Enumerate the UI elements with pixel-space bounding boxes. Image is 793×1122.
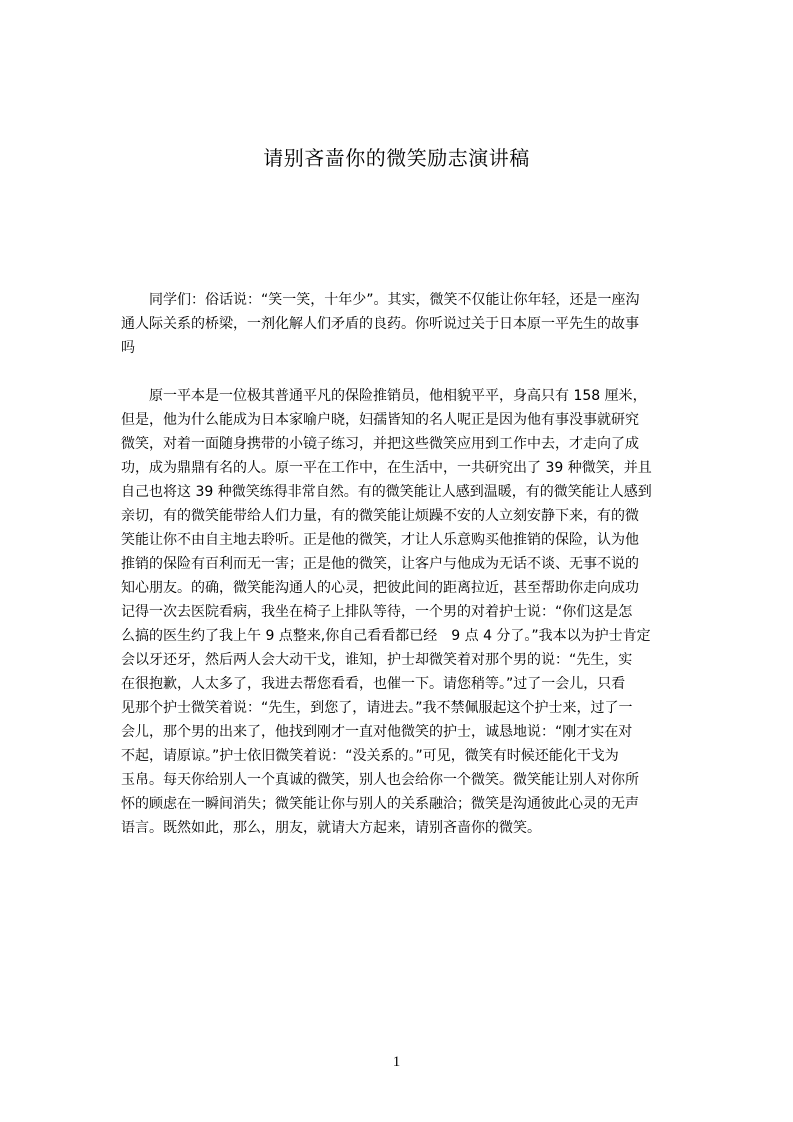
paragraph-story [121, 384, 697, 840]
text-line: 自己也将这 39 种微笑练得非常自然。有的微笑能让人感到温暖，有的微笑能让人感到 [121, 484, 652, 500]
text-line: 吗 [121, 340, 135, 356]
text-line: 但是，他为什么能成为日本家喻户晓，妇孺皆知的名人呢正是因为他有事没事就研究 [121, 412, 639, 428]
text-line: 记得一次去医院看病，我坐在椅子上排队等待，一个男的对着护士说：“你们这是怎 [121, 604, 633, 620]
text-line: 会以牙还牙，然后两人会大动干戈，谁知，护士却微笑着对那个男的说：“先生，实 [121, 652, 633, 668]
text-line: 语言。既然如此，那么，朋友，就请大方起来，请别吝啬你的微笑。 [121, 820, 541, 836]
text-line: 知心朋友。的确，微笑能沟通人的心灵，把彼此间的距离拉近，甚至帮助你走向成功 [121, 580, 639, 596]
text-line: 在很抱歉，人太多了，我进去帮您看看，也催一下。请您稍等。”过了一会儿，只看 [121, 676, 626, 692]
text-line: 会儿，那个男的出来了，他找到刚才一直对他微笑的护士，诚恳地说：“刚才实在对 [121, 724, 633, 740]
text-line: 怀的顾虑在一瞬间消失；微笑能让你与别人的关系融洽；微笑是沟通彼此心灵的无声 [121, 796, 639, 812]
page-number: 1 [392, 1054, 401, 1070]
text-line: 笑能让你不由自主地去聆听。正是他的微笑，才让人乐意购买他推销的保险，认为他 [121, 532, 639, 548]
document-title: 请别吝啬你的微笑励志演讲稿 [263, 146, 530, 170]
text-line: 见那个护士微笑着说：“先生，到您了，请进去。”我不禁佩服起这个护士来，过了一 [121, 700, 633, 716]
text-line: 原一平本是一位极其普通平凡的保险推销员，他相貌平平，身高只有 158 厘米， [121, 388, 647, 404]
text-line: 玉帛。每天你给别人一个真诚的微笑，别人也会给你一个微笑。微笑能让别人对你所 [121, 772, 639, 788]
document-body [121, 288, 697, 908]
text-line: 么搞的医生约了我上午 9 点整来,你自己看看都已经 9 点 4 分了。”我本以为护士肯定 [121, 628, 651, 644]
paragraph-intro [121, 288, 697, 360]
text-line: 同学们：俗话说：“笑一笑，十年少”。其实，微笑不仅能让你年轻，还是一座沟 [121, 292, 640, 308]
text-line: 不起，请原谅。”护士依旧微笑着说：“没关系的。”可见，微笑有时候还能化干戈为 [121, 748, 619, 764]
text-line: 功，成为鼎鼎有名的人。原一平在工作中，在生活中，一共研究出了 39 种微笑，并且 [121, 460, 652, 476]
text-line: 通人际关系的桥梁，一剂化解人们矛盾的良药。你听说过关于日本原一平先生的故事 [121, 316, 639, 332]
text-line: 推销的保险有百利而无一害；正是他的微笑，让客户与他成为无话不谈、无事不说的 [121, 556, 639, 572]
text-line: 亲切，有的微笑能带给人们力量，有的微笑能让烦躁不安的人立刻安静下来，有的微 [121, 508, 639, 524]
text-line: 微笑，对着一面随身携带的小镜子练习，并把这些微笑应用到工作中去，才走向了成 [121, 436, 639, 452]
